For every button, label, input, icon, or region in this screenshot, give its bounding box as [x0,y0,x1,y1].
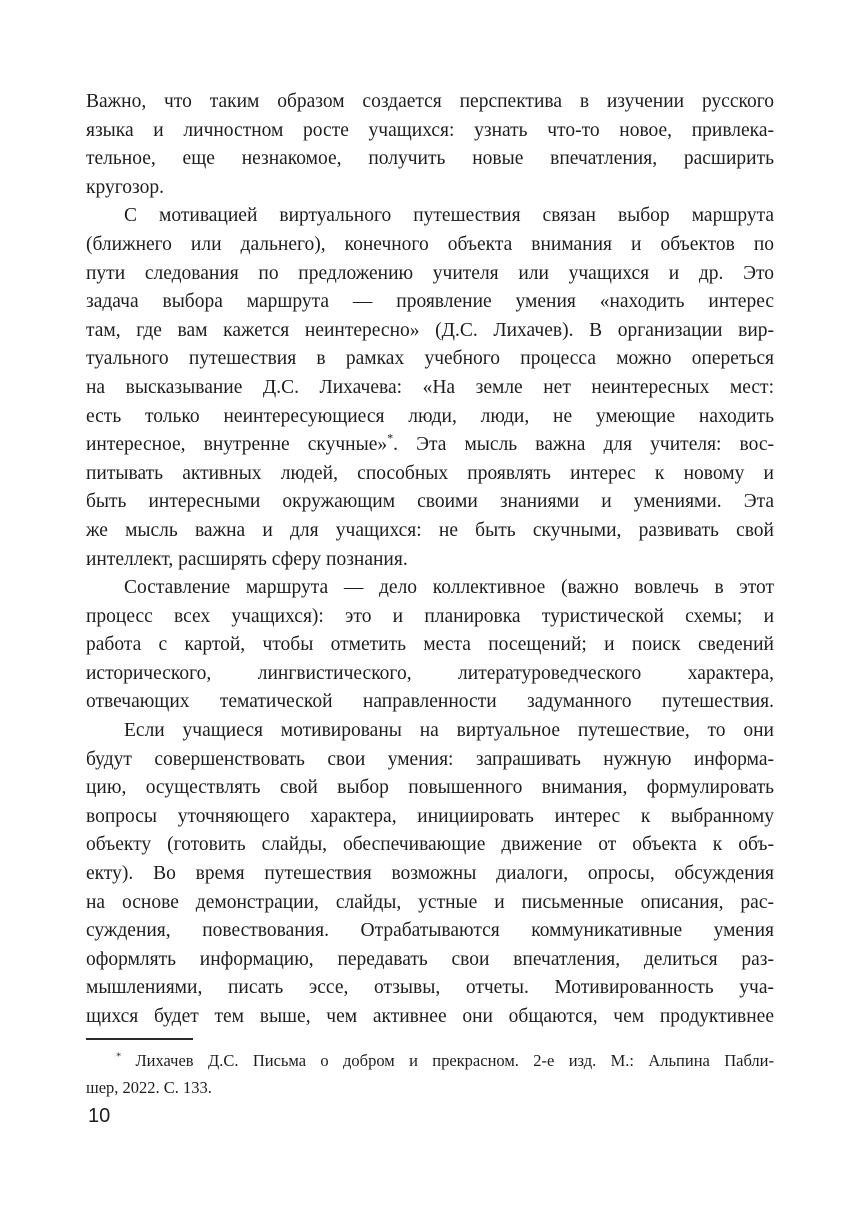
text-run: Лихачев Д.С. Письма о добром и прекрасном. 2-е изд. М.: Альпина Пабли- [121,1050,774,1070]
text-line [86,1047,774,1074]
text-line [86,946,774,975]
text-run: на основе демонстрации, слайды, устные и письменные описания, рас- [86,891,774,913]
text-line [86,88,774,117]
text-run: кругозор. [86,176,164,198]
text-run: туального путешествия в рамках учебного процесса можно опереться [86,348,774,370]
text-run: работа с картой, чтобы отметить места посещений; и поиск сведений [86,634,774,656]
text-line [86,774,774,803]
text-run: быть интересными окружающим своими знаниями и умениями. Эта [86,491,774,513]
text-line [86,174,774,203]
text-run: же мысль важна и для учащихся: не быть скучными, развивать свой [86,519,774,541]
text-line [86,431,774,460]
footnote-marker: * [116,1051,122,1063]
text-line [86,1003,774,1032]
text-run: шер, 2022. С. 133. [86,1077,212,1097]
page-number: 10 [88,1105,111,1127]
text-run: интеллект, расширять сферу познания. [86,548,408,570]
text-run: будут совершенствовать свои умения: запрашивать нужную информа- [86,748,774,770]
text-run: Важно, что таким образом создается перспектива в изучении русского [86,91,774,112]
text-run: цию, осуществлять свой выбор повышенного внимания, формулировать [86,777,774,799]
text-run: . Эта мысль важна для учителя: вос- [393,434,775,456]
text-line [86,202,774,231]
text-line [86,631,774,660]
text-line [86,231,774,260]
text-line [86,574,774,603]
text-run: питывать активных людей, способных проявлять интерес к новому и [86,462,774,484]
text-run: там, где вам кажется неинтересно» (Д.С. Лихачев). В организации вир- [86,319,774,341]
paragraph [86,717,774,1032]
text-run: Если учащиеся мотивированы на виртуальное путешествие, то они [124,720,774,742]
text-line [86,145,774,174]
text-line [86,374,774,403]
paragraph [86,202,774,574]
text-run: мышлениями, писать эссе, отзывы, отчеты. Мотивированность уча- [86,977,774,999]
text-run: суждения, повествования. Отрабатываются коммуникативные умения [86,920,774,942]
footnote-separator [86,1038,193,1040]
paragraphs [86,88,774,1032]
text-line [86,345,774,374]
text-line [86,889,774,918]
text-run: языка и личностном росте учащихся: узнать что-то новое, привлека- [86,119,774,141]
text-line [86,974,774,1003]
text-run: исторического, лингвистического, литературоведческого характера, [86,662,774,684]
footnote-marker: * [387,431,394,446]
text-line [86,517,774,546]
text-line [86,403,774,432]
text-run: С мотивацией виртуального путешествия связан выбор маршрута [124,205,774,227]
footnote [86,1038,774,1101]
text-run: екту). Во время путешествия возможны диалоги, опросы, обсуждения [86,863,774,885]
text-run: есть только неинтересующиеся люди, люди, не умеющие находить [86,405,774,427]
text-run: интересное, внутренне скучные» [86,434,388,456]
footnote-lines [86,1047,774,1101]
text-run: вопросы уточняющего характера, инициировать интерес к выбранному [86,805,774,827]
text-run: щихся будет тем выше, чем активнее они общаются, чем продуктивнее [86,1006,774,1027]
text-line [86,603,774,632]
text-run: тельное, еще незнакомое, получить новые впечатления, расширить [86,148,774,170]
text-line [86,260,774,289]
paragraph [86,574,774,717]
text-line [86,831,774,860]
text-line [86,917,774,946]
text-line [86,860,774,889]
text-run: задача выбора маршрута — проявление умения «находить интерес [86,291,774,313]
text-line [86,546,774,575]
text-run: процесс всех учащихся): это и планировка туристической схемы; и [86,605,774,627]
text-column [86,88,774,1101]
text-line [86,660,774,689]
text-line [86,717,774,746]
text-run: Составление маршрута — дело коллективное (важно вовлечь в этот [124,577,774,599]
text-line [86,460,774,489]
text-line [86,746,774,775]
text-run: (ближнего или дальнего), конечного объекта внимания и объектов по [86,233,774,255]
text-line [86,803,774,832]
text-line [86,317,774,346]
text-line [86,288,774,317]
text-run: оформлять информацию, передавать свои впечатления, делиться раз- [86,948,774,970]
text-line [86,688,774,717]
text-line [86,1074,774,1101]
text-line [86,117,774,146]
text-run: объекту (готовить слайды, обеспечивающие движение от объекта к объ- [86,834,774,856]
text-run: на высказывание Д.С. Лихачева: «На земле нет неинтересных мест: [86,376,774,398]
text-line [86,488,774,517]
text-run: пути следования по предложению учителя или учащихся и др. Это [86,262,774,284]
text-run: отвечающих тематической направленности задуманного путешествия. [86,691,774,713]
paragraph [86,88,774,202]
